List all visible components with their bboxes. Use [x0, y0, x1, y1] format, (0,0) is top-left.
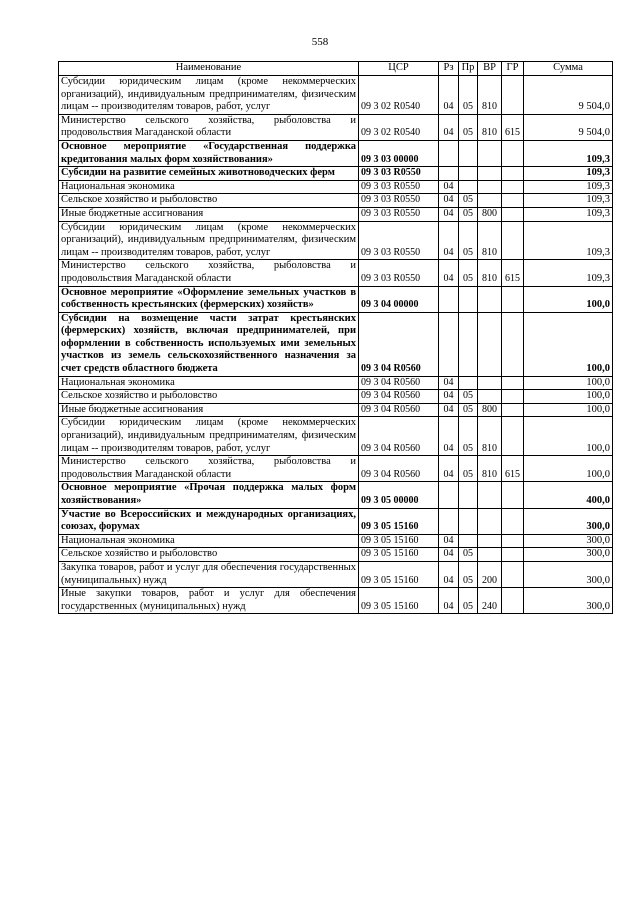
row-vr-cell: [478, 534, 502, 548]
row-name-cell: Субсидии на развитие семейных животноводческих ферм: [59, 167, 359, 181]
row-vr-cell: [478, 140, 502, 166]
table-header-row: [59, 62, 613, 76]
row-vr-cell: 810: [478, 76, 502, 115]
row-csr-cell: 09 3 04 R0560: [359, 403, 439, 417]
table-row: [59, 180, 613, 194]
row-csr-cell: 09 3 04 R0560: [359, 312, 439, 376]
row-csr-cell: 09 3 04 R0560: [359, 390, 439, 404]
row-rz-cell: 04: [439, 76, 459, 115]
row-sum-cell: 109,3: [524, 180, 613, 194]
row-gr-cell: [502, 390, 524, 404]
row-pr-cell: 05: [459, 390, 478, 404]
row-pr-cell: 05: [459, 194, 478, 208]
row-vr-cell: [478, 286, 502, 312]
row-csr-cell: 09 3 03 R0550: [359, 221, 439, 260]
row-name-cell: Сельское хозяйство и рыболовство: [59, 548, 359, 562]
row-rz-cell: 04: [439, 548, 459, 562]
header-vr: ВР: [478, 62, 502, 76]
row-gr-cell: [502, 221, 524, 260]
row-sum-cell: 100,0: [524, 417, 613, 456]
row-sum-cell: 300,0: [524, 534, 613, 548]
row-gr-cell: [502, 180, 524, 194]
row-name-cell: Основное мероприятие «Прочая поддержка малых форм хозяйствования»: [59, 482, 359, 508]
row-sum-cell: 9 504,0: [524, 114, 613, 140]
row-pr-cell: 05: [459, 456, 478, 482]
table-row: [59, 508, 613, 534]
row-csr-cell: 09 3 05 15160: [359, 548, 439, 562]
page-number: 558: [311, 36, 329, 48]
row-sum-cell: 109,3: [524, 260, 613, 286]
row-vr-cell: [478, 312, 502, 376]
row-vr-cell: [478, 180, 502, 194]
row-vr-cell: 200: [478, 561, 502, 587]
row-csr-cell: 09 3 05 15160: [359, 561, 439, 587]
row-name-cell: Иные закупки товаров, работ и услуг для обеспечения государственных (муниципальных) нужд: [59, 588, 359, 614]
row-rz-cell: [439, 167, 459, 181]
row-rz-cell: 04: [439, 534, 459, 548]
row-name-cell: Национальная экономика: [59, 180, 359, 194]
table-row: [59, 286, 613, 312]
table-row: [59, 534, 613, 548]
row-sum-cell: 109,3: [524, 167, 613, 181]
row-gr-cell: [502, 417, 524, 456]
row-vr-cell: 240: [478, 588, 502, 614]
row-sum-cell: 100,0: [524, 286, 613, 312]
table-row: [59, 403, 613, 417]
row-name-cell: Субсидии юридическим лицам (кроме некоммерческих организаций), индивидуальным предпринимателям, физическим лицам -- производителям товаров, работ, услуг: [59, 76, 359, 115]
row-csr-cell: 09 3 05 15160: [359, 534, 439, 548]
row-name-cell: Сельское хозяйство и рыболовство: [59, 390, 359, 404]
row-csr-cell: 09 3 04 R0560: [359, 376, 439, 390]
row-sum-cell: 300,0: [524, 508, 613, 534]
row-name-cell: Основное мероприятие «Государственная поддержка кредитования малых форм хозяйствования»: [59, 140, 359, 166]
row-rz-cell: 04: [439, 114, 459, 140]
row-sum-cell: 100,0: [524, 390, 613, 404]
row-sum-cell: 109,3: [524, 221, 613, 260]
row-csr-cell: 09 3 03 R0550: [359, 207, 439, 221]
row-pr-cell: 05: [459, 403, 478, 417]
header-name: Наименование: [59, 62, 359, 76]
table-row: [59, 588, 613, 614]
row-gr-cell: [502, 482, 524, 508]
table-row: [59, 167, 613, 181]
header-rz: Рз: [439, 62, 459, 76]
row-gr-cell: [502, 561, 524, 587]
row-sum-cell: 109,3: [524, 207, 613, 221]
row-name-cell: Субсидии на возмещение части затрат крестьянских (фермерских) хозяйств, включая предпринимателей, при оформлении в собственность используемых ими земельных участков из земель сельскохозяйственного назначения за счет средств областного бюджета: [59, 312, 359, 376]
row-csr-cell: 09 3 04 R0560: [359, 417, 439, 456]
row-gr-cell: [502, 76, 524, 115]
row-sum-cell: 109,3: [524, 140, 613, 166]
row-csr-cell: 09 3 03 00000: [359, 140, 439, 166]
row-pr-cell: [459, 376, 478, 390]
row-rz-cell: 04: [439, 376, 459, 390]
row-vr-cell: 810: [478, 260, 502, 286]
table-row: [59, 260, 613, 286]
row-gr-cell: [502, 286, 524, 312]
row-csr-cell: 09 3 03 R0550: [359, 167, 439, 181]
table-row: [59, 456, 613, 482]
row-vr-cell: [478, 508, 502, 534]
row-csr-cell: 09 3 05 15160: [359, 508, 439, 534]
table-row: [59, 76, 613, 115]
row-csr-cell: 09 3 02 R0540: [359, 114, 439, 140]
row-csr-cell: 09 3 03 R0550: [359, 180, 439, 194]
table-row: [59, 312, 613, 376]
row-pr-cell: [459, 534, 478, 548]
row-pr-cell: [459, 312, 478, 376]
row-pr-cell: [459, 167, 478, 181]
row-name-cell: Участие во Всероссийских и международных организациях, союзах, форумах: [59, 508, 359, 534]
row-rz-cell: [439, 482, 459, 508]
row-sum-cell: 100,0: [524, 376, 613, 390]
row-vr-cell: 810: [478, 417, 502, 456]
row-name-cell: Сельское хозяйство и рыболовство: [59, 194, 359, 208]
row-name-cell: Основное мероприятие «Оформление земельных участков в собственность крестьянских (фермерских) хозяйств»: [59, 286, 359, 312]
row-sum-cell: 300,0: [524, 588, 613, 614]
row-name-cell: Иные бюджетные ассигнования: [59, 207, 359, 221]
row-name-cell: Национальная экономика: [59, 376, 359, 390]
row-vr-cell: 810: [478, 456, 502, 482]
row-sum-cell: 400,0: [524, 482, 613, 508]
row-vr-cell: [478, 482, 502, 508]
row-rz-cell: 04: [439, 588, 459, 614]
header-sum: Сумма: [524, 62, 613, 76]
row-csr-cell: 09 3 02 R0540: [359, 76, 439, 115]
table-body: [59, 76, 613, 614]
row-csr-cell: 09 3 04 00000: [359, 286, 439, 312]
row-vr-cell: [478, 376, 502, 390]
row-sum-cell: 100,0: [524, 403, 613, 417]
row-pr-cell: 05: [459, 76, 478, 115]
header-gr: ГР: [502, 62, 524, 76]
row-rz-cell: [439, 508, 459, 534]
row-gr-cell: [502, 534, 524, 548]
row-gr-cell: [502, 376, 524, 390]
row-pr-cell: 05: [459, 588, 478, 614]
row-name-cell: Министерство сельского хозяйства, рыболовства и продовольствия Магаданской области: [59, 456, 359, 482]
row-sum-cell: 100,0: [524, 456, 613, 482]
row-pr-cell: 05: [459, 561, 478, 587]
row-csr-cell: 09 3 04 R0560: [359, 456, 439, 482]
row-rz-cell: [439, 286, 459, 312]
row-gr-cell: [502, 403, 524, 417]
row-rz-cell: 04: [439, 260, 459, 286]
row-rz-cell: 04: [439, 403, 459, 417]
row-csr-cell: 09 3 03 R0550: [359, 260, 439, 286]
row-pr-cell: 05: [459, 260, 478, 286]
row-rz-cell: 04: [439, 417, 459, 456]
row-pr-cell: 05: [459, 207, 478, 221]
table-row: [59, 140, 613, 166]
row-vr-cell: 810: [478, 114, 502, 140]
row-gr-cell: [502, 588, 524, 614]
row-rz-cell: 04: [439, 390, 459, 404]
row-gr-cell: [502, 207, 524, 221]
row-sum-cell: 9 504,0: [524, 76, 613, 115]
row-rz-cell: 04: [439, 180, 459, 194]
table-row: [59, 221, 613, 260]
row-rz-cell: 04: [439, 221, 459, 260]
table-row: [59, 561, 613, 587]
table-row: [59, 207, 613, 221]
row-pr-cell: 05: [459, 114, 478, 140]
header-csr: ЦСР: [359, 62, 439, 76]
row-rz-cell: 04: [439, 207, 459, 221]
row-pr-cell: [459, 286, 478, 312]
header-pr: Пр: [459, 62, 478, 76]
row-name-cell: Иные бюджетные ассигнования: [59, 403, 359, 417]
row-vr-cell: 810: [478, 221, 502, 260]
row-vr-cell: [478, 390, 502, 404]
table-row: [59, 417, 613, 456]
row-gr-cell: 615: [502, 456, 524, 482]
row-vr-cell: [478, 548, 502, 562]
row-vr-cell: 800: [478, 403, 502, 417]
row-sum-cell: 109,3: [524, 194, 613, 208]
row-gr-cell: [502, 140, 524, 166]
table-row: [59, 390, 613, 404]
row-pr-cell: [459, 482, 478, 508]
row-rz-cell: [439, 140, 459, 166]
row-sum-cell: 100,0: [524, 312, 613, 376]
row-sum-cell: 300,0: [524, 561, 613, 587]
table-row: [59, 482, 613, 508]
row-pr-cell: [459, 140, 478, 166]
row-vr-cell: [478, 194, 502, 208]
row-rz-cell: [439, 312, 459, 376]
row-gr-cell: 615: [502, 114, 524, 140]
table-row: [59, 548, 613, 562]
row-vr-cell: [478, 167, 502, 181]
row-csr-cell: 09 3 03 R0550: [359, 194, 439, 208]
row-gr-cell: [502, 508, 524, 534]
row-rz-cell: 04: [439, 561, 459, 587]
budget-table: [58, 61, 613, 614]
table-row: [59, 194, 613, 208]
row-pr-cell: 05: [459, 417, 478, 456]
row-pr-cell: 05: [459, 221, 478, 260]
row-pr-cell: 05: [459, 548, 478, 562]
row-name-cell: Субсидии юридическим лицам (кроме некоммерческих организаций), индивидуальным предпринимателям, физическим лицам -- производителям товаров, работ, услуг: [59, 417, 359, 456]
row-gr-cell: [502, 194, 524, 208]
row-gr-cell: 615: [502, 260, 524, 286]
table-row: [59, 114, 613, 140]
row-name-cell: Национальная экономика: [59, 534, 359, 548]
row-gr-cell: [502, 167, 524, 181]
row-rz-cell: 04: [439, 456, 459, 482]
row-gr-cell: [502, 548, 524, 562]
row-pr-cell: [459, 180, 478, 194]
row-name-cell: Министерство сельского хозяйства, рыболовства и продовольствия Магаданской области: [59, 114, 359, 140]
row-csr-cell: 09 3 05 00000: [359, 482, 439, 508]
table-row: [59, 376, 613, 390]
row-gr-cell: [502, 312, 524, 376]
row-name-cell: Субсидии юридическим лицам (кроме некоммерческих организаций), индивидуальным предпринимателям, физическим лицам -- производителям товаров, работ, услуг: [59, 221, 359, 260]
row-vr-cell: 800: [478, 207, 502, 221]
row-rz-cell: 04: [439, 194, 459, 208]
row-csr-cell: 09 3 05 15160: [359, 588, 439, 614]
row-sum-cell: 300,0: [524, 548, 613, 562]
row-name-cell: Закупка товаров, работ и услуг для обеспечения государственных (муниципальных) нужд: [59, 561, 359, 587]
row-pr-cell: [459, 508, 478, 534]
row-name-cell: Министерство сельского хозяйства, рыболовства и продовольствия Магаданской области: [59, 260, 359, 286]
